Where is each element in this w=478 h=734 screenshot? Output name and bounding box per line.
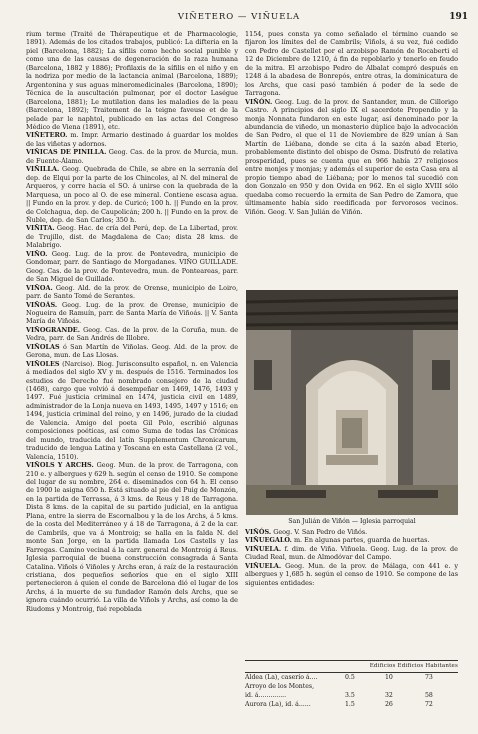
entry-headword: VIÑÓS. [245, 528, 272, 536]
entry-text: Geog. Ald. de la prov. de Orense, municipio de Loiro, parr. de Santo Tomé de Serantes. [26, 283, 239, 301]
table-row [245, 682, 458, 691]
dictionary-entry [26, 461, 238, 613]
entry-headword: VIÑOLAS [26, 342, 60, 351]
table-row [245, 691, 458, 700]
table-cell: 1.5 [345, 701, 355, 708]
dictionary-entry [26, 30, 238, 131]
dictionary-entry [26, 131, 238, 148]
table-cell: 10 [385, 674, 393, 681]
entry-headword: VIÑO. [26, 249, 48, 258]
entry-text: m. En algunas partes, guarda de huertas. [293, 536, 430, 545]
entry-headword: VIÑOLS Y ARCHS. [26, 461, 94, 470]
entry-headword: VIÑUELA. [245, 561, 282, 570]
dictionary-entry [26, 224, 238, 249]
dictionary-entry [245, 98, 458, 216]
dictionary-entry [26, 301, 238, 326]
entry-text: Geog. Cas. de la prov. de la Coruña, mun. de Vedra, parr. de San Andrés de Illobre. [26, 325, 238, 343]
table-cell: 32 [385, 692, 393, 699]
entry-text: Geog. Mun. de la prov. de Málaga, con 441 e. y albergues y 1,685 h. según el censo de 1910. Se compone de las siguientes entidades: [245, 561, 458, 587]
table-row [245, 673, 458, 682]
entry-text: m. Impr. Armario destinado á guardar los moldes de las viñetas y adornos. [26, 131, 238, 148]
table-cell: 0.5 [345, 674, 355, 681]
entry-headword: VIÑOLES [26, 359, 60, 368]
table-cell: Arroyo de los Montes, [245, 683, 315, 690]
dictionary-entry [245, 562, 458, 587]
entry-headword: VIÑUELA. [245, 544, 282, 553]
entry-text: Geog. Lug. de la prov. de Pontevedra, municipio de Gondomar, parr. de Santiago de Morgadanes. VIÑO GUILLADE. Geog. Cas. de la prov. de Pontevedra, mun. de Ponteareas, parr. de San Miguel de Guillade. [26, 249, 239, 284]
running-header [10, 12, 468, 24]
entry-text: Geog. V. San Pedro de Viñós. [273, 528, 368, 536]
population-table [245, 660, 458, 709]
dictionary-entry [26, 360, 238, 461]
table-row [245, 700, 458, 709]
table-cell: Aurora (La), id. á...... [245, 701, 311, 708]
entry-headword: VIÑICAS DE PINILLA. [26, 148, 107, 157]
entry-headword: VIÑÓN. [245, 97, 273, 106]
dictionary-entry [245, 536, 458, 544]
table-header: Edificios Edificios Habitantes [245, 660, 458, 673]
entry-headword: VIÑOA. [26, 283, 53, 292]
entry-text: (Narciso). Biog. Jurisconsulto español, n. en Valencia á mediados del siglo XV y m. después de 1516. Terminados los estudios de Derecho fué nombrado consejero de la ciudad (1468), cargo que volvió á desempeñar en 1469, 1476, 1493 y 1497. Fué justicia criminal en 1474, justicia civil en 1489, administrador de la Lonja nueva en 1493, 1495, 1497 y 1516; en 1494, justicia criminal del reino, y en 1496, jurado de la ciudad de Valencia. Amigo del poeta Gil Polo, escribió algunas composiciones poéticas, así como Suma de todas las Crónicas del mundo, traducida del latín Supplementum Chronicarum, traducido de lengua Latina y Toscana en esta Castellana (2 vol., Valencia, 1510). [26, 359, 238, 461]
entry-text: Geog. Cas. de la prov. de Murcia, mun. de Fuente-Álamo. [26, 148, 238, 165]
entry-text: Geog. Quebrada de Chile, se abre en la serranía del dep. de Elqui por la parte de los Chincoles, al N. del mineral de Arqueros, y corre hacia el SO. á unirse con la quebrada de la Marquesa, un poco al O. de ese mineral. Contiene escasa agua. || Fundo en la prov. y dep. de Curicó; 100 h. || Fundo en la prov. de Colchagua, dep. de Caupolicán; 200 h. || Fundo en la prov. de Ñuble, dep. de San Carlos; 350 h. [26, 165, 238, 224]
dictionary-entry [26, 343, 238, 360]
entry-text: Geog. Hac. de cría del Perú, dep. de La Libertad, prov. de Trujillo, dist. de Magdalena de Cao; dista 28 kms. de Malabrigo. [26, 224, 239, 250]
left-column [26, 30, 238, 613]
dictionary-entry [26, 165, 238, 224]
table-cell: 3.5 [345, 692, 355, 699]
entry-text: Geog. Lug. de la prov. de Santander, mun. de Cillorigo Castro. A principios del siglo IX el sacerdote Propendio y la monja Nonnata fundaron en este lugar, así denominado por la abundancia de viñedo, un monasterio dúplice bajo la advocación de San Pedro, el que el 11 de Noviembre de 829 unían á San Martín de Liébana, donde se cita á la sazón abad Eterio, probablemente distinto del obispo de Osma. Disfrutó de relativa prosperidad, pues se cuenta que en 966 había 27 religiosos entre monjes y monjas; y además el superior de esta Casa era al propio tiempo abad de Liébana; por lo menos tal sucedió con don Gonzalo en 950 y don Ovida en 962. En el siglo XVIII sólo quedaba como recuerdo la ermita de San Pedro de Zamora, que últimamente había sido reedificada por fervorosos vecinos. Viñón. Geog. V. San Julián de Viñón. [245, 97, 459, 216]
dictionary-entry [26, 284, 238, 301]
entry-text: f. dim. de Viña. Viñuela. Geog. Lug. de la prov. de Ciudad Real, mun. de Almodóvar del Campo. [245, 544, 458, 562]
entry-text: 1154, pues consta ya como señalado el término cuando se fijaron los límites del de Cambrils; Viñols, á su vez, fué cedido con Pedro de Castellet por el arzobispo Ramón de Rocaberti el 12 de Diciembre de 1210, á fin de repoblarlo y tenerlo en feudo de la mitra. El arzobispo Pedro de Albalat compró después en 1248 á la abadesa de Bonrepós, entre otras, la dominicatura de los Archs, que casi pasó también á poder de la sede de Tarragona. [245, 30, 458, 98]
entry-text: ó San Martín de Viñolas. Geog. Ald. de la prov. de Gerona, mun. de Las Llosas. [26, 342, 238, 360]
entry-headword: VIÑETERO. [26, 131, 68, 140]
entry-text: rium terme (Traité de Thérapeutique et de Pharmacologie, 1891). Además de los citados trabajos, publicó: La difteria en la piel (Barcelona, 1882); La sífilis como hecho social punible y como una de las causas de degeneración de la raza humana (Barcelona, 1882 y 1886); Profilaxis de la sífilis en el niño y en la nodriza por medio de la lactancia animal (Barcelona, 1889); Argentonina y sus aguas mineromedicinales (Barcelona, 1890); Técnica de la auscultación pulmonar, por el doctor Laségue (Barcelona, 1881); Le mutilation dans les maladies de la peau (Barcelona, 1892); Traitement de la teigne faveuse et de la pelade par le naphtol, publicado en las actas del Congreso Médico de Viena (1891), etc. [26, 30, 238, 131]
dictionary-entry [26, 148, 238, 165]
dictionary-entry [245, 30, 458, 98]
table-cell: Aldea (La), caserío á.... [245, 674, 318, 681]
running-title: VIÑETERO — VIÑUELA [177, 12, 301, 22]
entry-headword: VIÑOGRANDE. [26, 325, 80, 334]
dictionary-entry [26, 326, 238, 343]
page-number: 191 [449, 12, 468, 22]
entry-text: Geog. Mun. de la prov. de Tarragona, con 210 e. y albergues y 629 h. según el censo de 1910. Se compone del lugar de su nombre, 264 e. diseminados con 64 h. El censo de 1900 le asigna 650 h. Está situado al pie del Puig de Monzón, en la partida de Terrassa, á 3 kms. de Reus y 18 de Tarragona. Dista 8 kms. de la capital de su partido judicial, en la antigua Plana, entre la sierra de Escornalbou y la de los Archs, á 5 kms. de la costa del Mediterráneo y á 18 de Tarragona, á 2 de la car. de Cambrils, que va á Montroig; se halla en la falda N. del monte San Jorge, en la partida llamada Los Castells y las Farregas. Camino vecinal á la carr. general de Montroig á Reus. Iglesia parroquial de buena construcción consagrada á Santa Catalina. Viñols ó Viñoles y Archs eran, á raíz de la restauración cristiana, dos pequeños señoríos que en el siglo XIII pertenecieron á quien el conde de Barcelona dió el lugar de los Archs, á la muerte de su fundador Ramón dels Archs, que se ignora cuándo ocurrió. La villa de Viñols y Archs, así como la de Riudoms y Montroig, fué repoblada [26, 461, 238, 613]
table-cell: 58 [425, 692, 433, 699]
table-cell: 73 [425, 674, 433, 681]
right-column-lower [245, 528, 458, 587]
table-body [245, 673, 458, 709]
right-column-upper [245, 30, 458, 216]
entry-headword: VIÑOÁS. [26, 300, 58, 309]
entry-headword: VIÑILLA. [26, 165, 60, 174]
table-cell: 26 [385, 701, 393, 708]
entry-headword: VIÑUEGALO. [245, 536, 292, 545]
table-cell: id. á.............. [245, 692, 287, 699]
entry-text: Geog. Lug. de la prov. de Orense, municipio de Nogueira de Ramuín, parr. de Santa María de Viñoás. || V. Santa María de Viñoás. [26, 300, 239, 326]
dictionary-entry [26, 250, 238, 284]
entry-headword: VIÑITA. [26, 224, 55, 233]
photo-caption: San Julián de Viñón — Iglesia parroquial [288, 518, 416, 525]
dictionary-entry [245, 545, 458, 562]
table-cell: 72 [425, 701, 433, 708]
church-interior-photo [246, 290, 458, 515]
